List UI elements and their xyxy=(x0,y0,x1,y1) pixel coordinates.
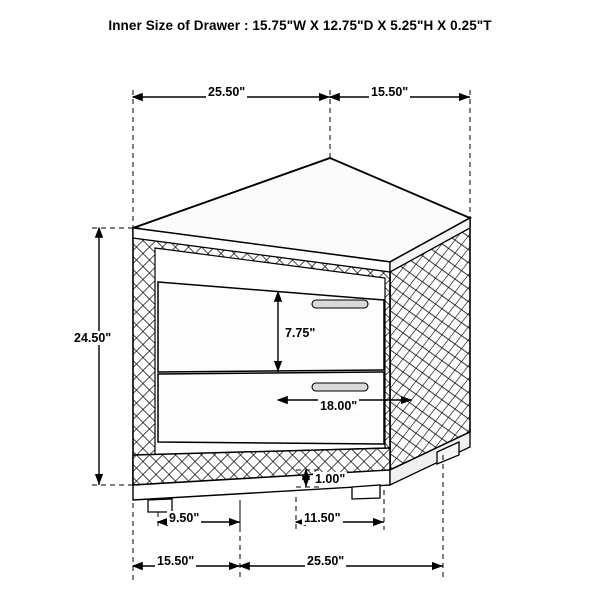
dimension-drawer-width: 18.00" xyxy=(320,399,358,413)
dimension-foot-height: 1.00" xyxy=(315,472,346,486)
drawer-handle-lower xyxy=(312,383,368,391)
dimension-drawer-height: 7.75" xyxy=(285,326,316,340)
dimension-left-height: 24.50" xyxy=(74,331,112,345)
page-title: Inner Size of Drawer : 15.75"W X 12.75"D X 5.25"H X 0.25"T xyxy=(108,18,492,33)
drawer-handle-upper xyxy=(312,300,368,308)
dimension-top-right: 15.50" xyxy=(371,85,409,99)
dimension-bottom-left: 15.50" xyxy=(157,554,195,568)
dimension-top-left: 25.50" xyxy=(208,85,246,99)
dimension-base-right: 11.50" xyxy=(304,511,341,525)
dimension-base-left: 9.50" xyxy=(169,511,200,525)
dimension-bottom-right: 25.50" xyxy=(307,554,345,568)
